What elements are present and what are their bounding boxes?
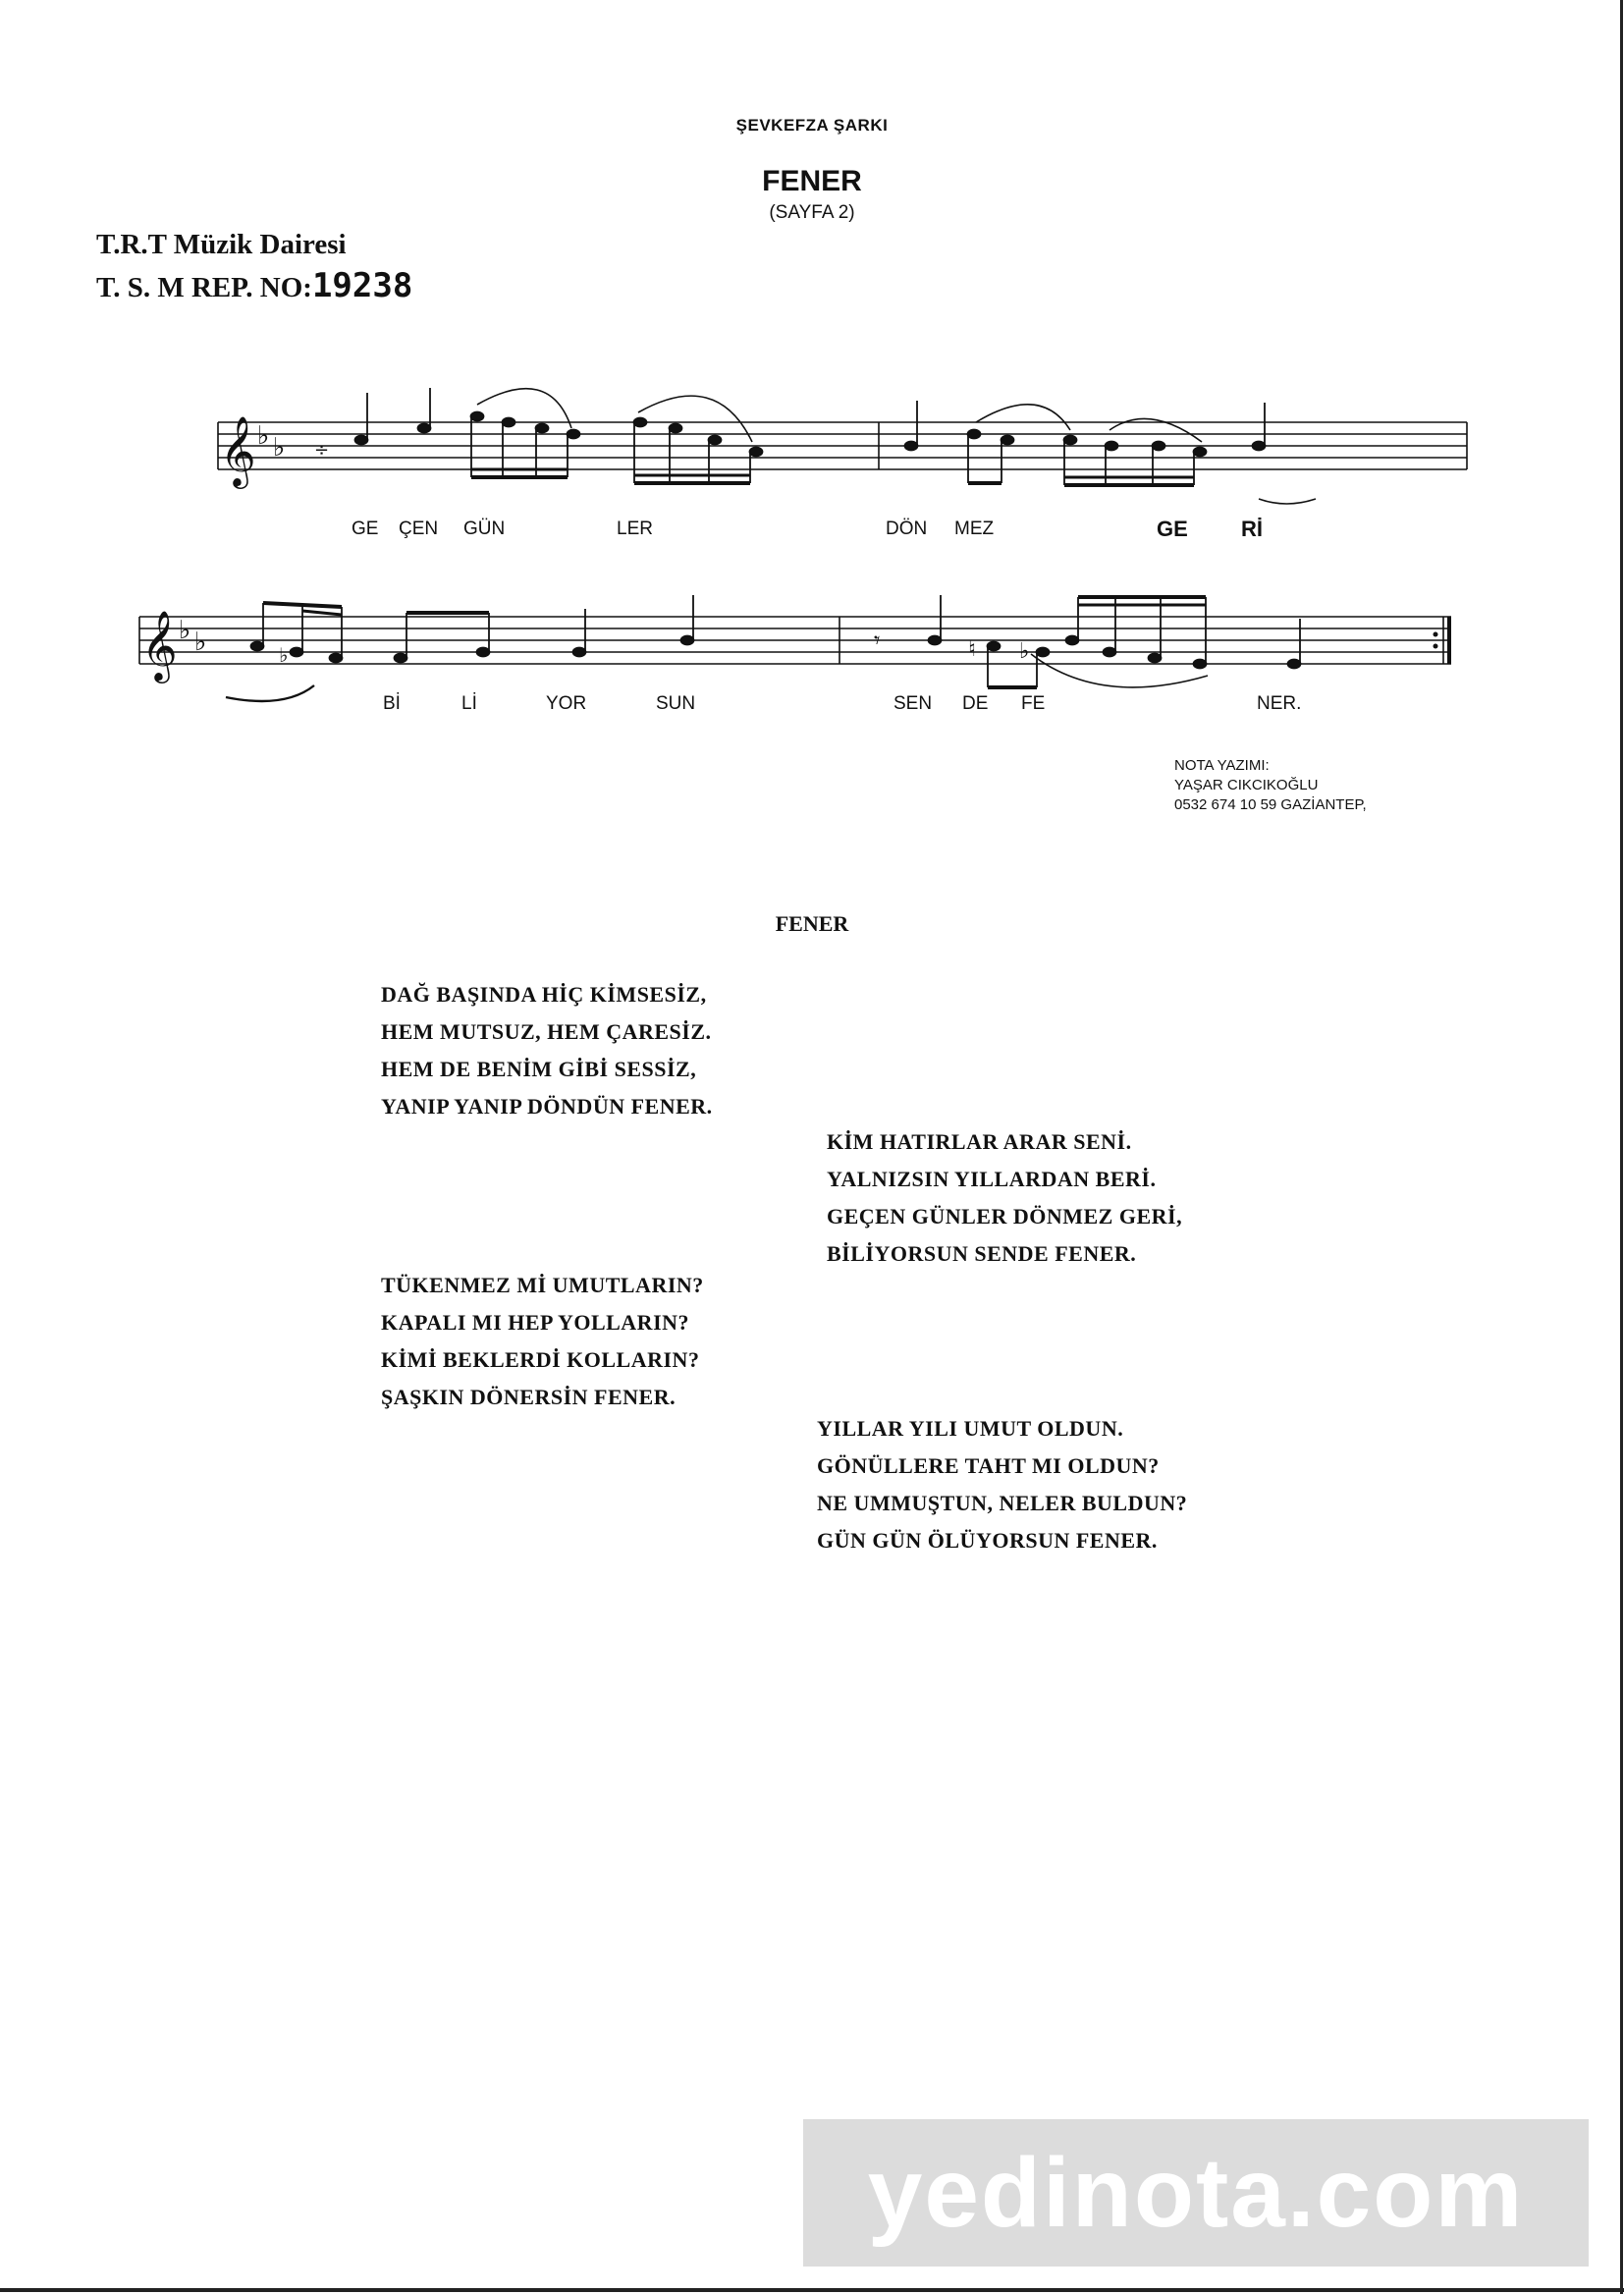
lyric-syllable: MEZ [954,519,995,539]
treble-clef-icon: 𝄞 [220,414,256,486]
credits-label: NOTA YAZIMI: [1174,757,1270,774]
note [988,642,1001,651]
song-title: FENER [762,165,862,197]
note [573,648,586,657]
note [634,418,647,427]
verse-line: GEÇEN GÜNLER DÖNMEZ GERİ, [827,1204,1183,1229]
flat-icon: ♭ [273,433,286,463]
note [1037,648,1050,657]
note [750,448,763,457]
note [536,424,549,433]
credits-contact: 0532 674 10 59 GAZİANTEP, [1174,796,1367,813]
scan-border [0,2288,1624,2292]
poem-title: FENER [775,911,849,936]
note [1153,442,1165,451]
note [968,430,981,439]
note [418,424,431,433]
flat-icon: ♭ [194,628,207,657]
flat-icon: ♭ [179,616,191,645]
stanza-4 [817,1410,1187,1559]
lyric-syllable-handwritten: Rİ [1241,517,1263,541]
lyric-syllable: ÇEN [399,519,439,539]
note [1194,660,1207,669]
stanza-3 [381,1267,704,1416]
music-staff-1 [0,373,1624,560]
lyric-syllable: Lİ [461,693,477,714]
lyric-syllable: SUN [656,693,696,714]
lyric-syllable: GÜN [463,519,506,539]
time-signature: ÷ [314,440,330,461]
scan-border [1620,0,1623,2294]
note [670,424,682,433]
verse-line: GÖNÜLLERE TAHT MI OLDUN? [817,1453,1160,1478]
archive-stamp [96,224,412,308]
flat-icon: ♭ [279,643,289,667]
stanza-1 [381,976,713,1125]
lyric-syllable: FE [1021,693,1046,714]
note [1149,654,1162,663]
lyric-syllable: GE [352,519,379,539]
note [1194,448,1207,457]
rest-icon: 𝄾 [874,627,881,654]
verse-line: NE UMMUŞTUN, NELER BULDUN? [817,1491,1188,1515]
verse-line: HEM MUTSUZ, HEM ÇARESİZ. [381,1019,712,1044]
verse-line: DAĞ BAŞINDA HİÇ KİMSESİZ, [381,982,707,1007]
stanza-2 [827,1123,1182,1273]
note [1104,648,1116,657]
note [905,442,918,451]
verse-line: YALNIZSIN YILLARDAN BERİ. [827,1167,1157,1191]
natural-icon: ♮ [968,637,976,662]
rep-no-label: T. S. M REP. NO: [96,272,312,303]
archive-department: T.R.T Müzik Dairesi [96,229,347,260]
note [709,436,722,445]
lyric-syllable: DE [962,693,989,714]
note [395,654,407,663]
lyric-syllable: SEN [893,693,933,714]
note [929,636,942,645]
verse-line: ŞAŞKIN DÖNERSİN FENER. [381,1385,677,1409]
verse-line: HEM DE BENİM GİBİ SESSİZ, [381,1057,697,1081]
note [477,648,490,657]
lyric-syllable: NER. [1257,693,1302,714]
note [503,418,515,427]
credits-name: YAŞAR CIKCIKOĞLU [1174,777,1319,793]
lyric-syllable: LER [617,519,653,539]
lyric-syllable: YOR [546,693,587,714]
note [1253,442,1266,451]
note [471,412,484,421]
verse-line: YILLAR YILI UMUT OLDUN. [817,1416,1124,1441]
archive-rep-line [96,265,412,308]
note [681,636,694,645]
page-number: (SAYFA 2) [769,202,855,223]
verse-line: TÜKENMEZ Mİ UMUTLARIN? [381,1273,704,1297]
verse-line: YANIP YANIP DÖNDÜN FENER. [381,1094,713,1119]
watermark-text: yedinota.com [867,2138,1525,2248]
note [1001,436,1014,445]
lyric-syllable-handwritten: GE [1157,517,1188,541]
verse-line: KİM HATIRLAR ARAR SENİ. [827,1129,1132,1154]
verse-line: BİLİYORSUN SENDE FENER. [827,1241,1137,1266]
note [1288,660,1301,669]
note [1106,442,1118,451]
rep-no-handwritten: 19238 [311,266,413,305]
music-staff-2 [0,570,1624,717]
verse-line: GÜN GÜN ÖLÜYORSUN FENER. [817,1528,1158,1553]
flat-icon: ♭ [1019,639,1030,664]
verse-line: KAPALI MI HEP YOLLARIN? [381,1310,690,1335]
note [291,648,303,657]
note [251,642,264,651]
verse-line: KİMİ BEKLERDİ KOLLARIN? [381,1347,700,1372]
notation-credits [1174,756,1367,815]
makam-label: ŞEVKEFZA ŞARKI [735,116,889,135]
treble-clef-icon: 𝄞 [141,609,178,681]
note [330,654,343,663]
note [1066,636,1079,645]
note [355,436,368,445]
lyric-syllable: Bİ [383,693,401,714]
flat-icon: ♭ [257,421,270,451]
lyric-syllable: DÖN [886,519,928,539]
note [1064,436,1077,445]
note [568,430,580,439]
